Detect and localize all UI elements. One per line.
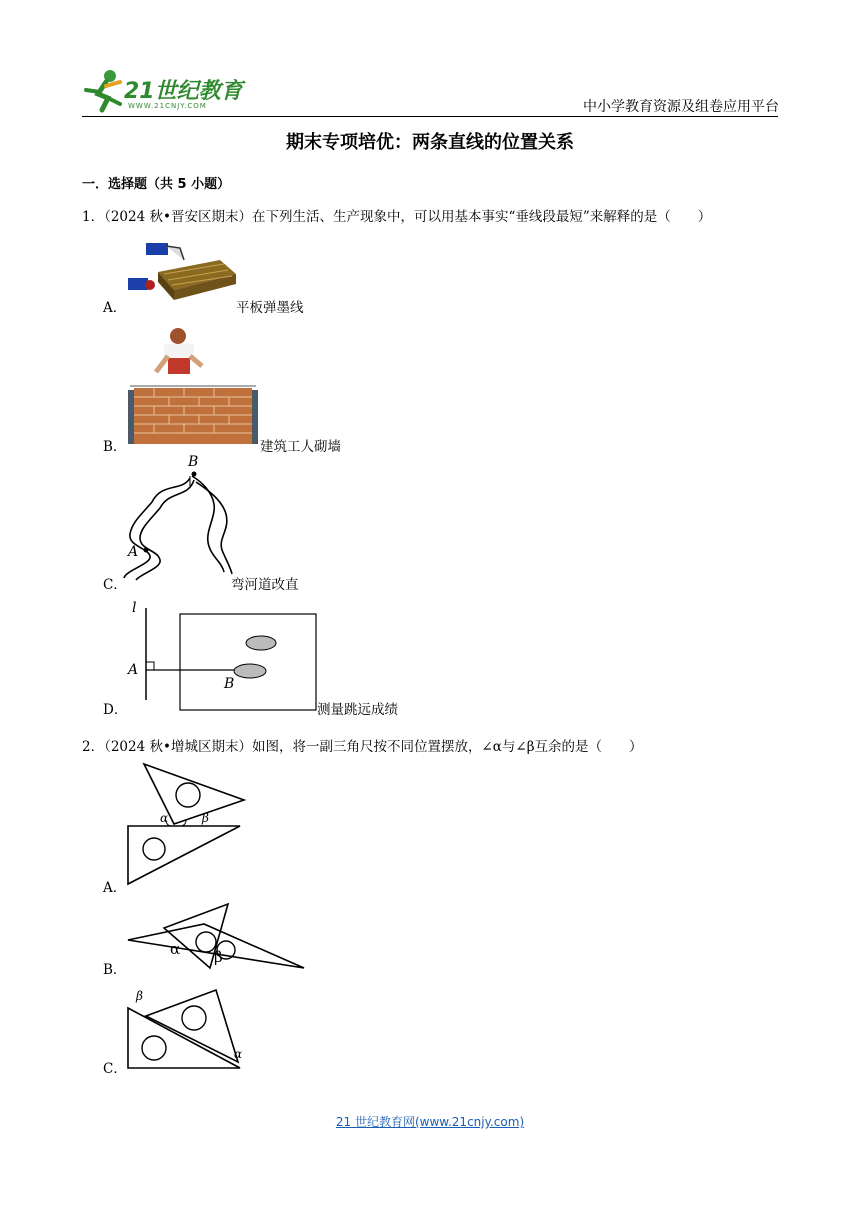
set-squares-b-diagram <box>126 902 306 972</box>
question-1-stem: 1．（2024 秋•晋安区期末）在下列生活、生产现象中，可以用基本事实“垂线段最短”来解释的是（ ） <box>82 209 712 225</box>
platform-name: 中小学教育资源及组卷应用平台 <box>583 99 779 115</box>
q1-option-c-letter[interactable]: C． <box>103 577 127 593</box>
beta-label: β <box>214 948 223 966</box>
q1-option-a-letter[interactable]: A． <box>103 300 127 316</box>
footer <box>0 1113 860 1130</box>
q1-option-c-caption: 弯河道改直 <box>231 577 299 593</box>
logo <box>80 68 250 114</box>
runner-logo-icon <box>80 68 128 114</box>
point-a-label: A <box>128 544 139 560</box>
bricklayer-image <box>128 326 258 444</box>
q1-option-d-caption: 测量跳远成绩 <box>317 702 398 718</box>
q2-option-b-letter[interactable]: B． <box>103 962 127 978</box>
q1-option-d-letter[interactable]: D． <box>103 702 128 718</box>
page-title: 期末专项培优：两条直线的位置关系 <box>286 132 574 153</box>
question-2-stem: 2．（2024 秋•增城区期末）如图，将一副三角尺按不同位置摆放，∠α与∠β互余的是（ ） <box>82 739 643 755</box>
line-l-label: l <box>132 600 137 616</box>
curved-river-diagram <box>122 452 232 582</box>
logo-url: WWW.21CNJY.COM <box>128 102 207 110</box>
header-divider <box>82 116 778 117</box>
q1-option-b-letter[interactable]: B． <box>103 439 127 455</box>
section-heading: 一．选择题（共 5 小题） <box>82 177 231 192</box>
logo-text: 21世纪教育 <box>124 79 243 104</box>
q1-option-a-caption: 平板弹墨线 <box>236 300 304 316</box>
point-b-label: B <box>188 454 199 470</box>
alpha-label: α <box>170 940 181 958</box>
long-jump-diagram <box>124 600 324 710</box>
beta-label: β <box>202 811 209 825</box>
ink-line-board-image <box>128 240 238 310</box>
beta-label: β <box>136 989 143 1003</box>
footer-link[interactable]: 21 世纪教育网(www.21cnjy.com) <box>335 1115 525 1129</box>
point-a-label: A <box>128 662 139 678</box>
q1-option-b-caption: 建筑工人砌墙 <box>260 439 341 455</box>
set-squares-a-diagram <box>126 760 246 886</box>
alpha-label: α <box>160 811 169 825</box>
q2-option-a-letter[interactable]: A． <box>103 880 127 896</box>
q2-option-c-letter[interactable]: C． <box>103 1061 127 1077</box>
set-squares-c-diagram <box>126 986 246 1070</box>
point-b-label: B <box>224 676 235 692</box>
alpha-label: α <box>234 1047 243 1061</box>
